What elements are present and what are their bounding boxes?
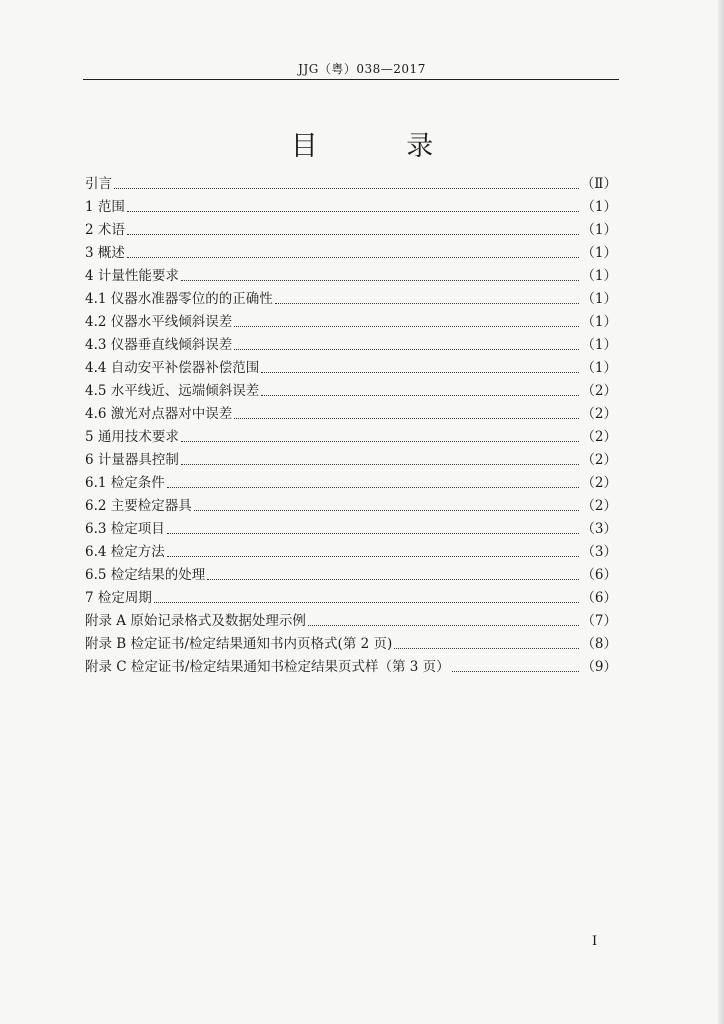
toc-entry-page: （3）	[581, 521, 617, 537]
toc-entry-title: 5 通用技术要求	[85, 429, 179, 445]
toc-entry-page: （6）	[581, 567, 617, 583]
toc-entry-page: （1）	[581, 360, 617, 376]
toc-entry[interactable]	[85, 610, 617, 633]
toc-entry-title: 4 计量性能要求	[85, 268, 179, 284]
toc-dot-leader	[308, 625, 580, 626]
toc-entry[interactable]	[85, 242, 617, 265]
toc-dot-leader	[452, 671, 580, 672]
toc-dot-leader	[234, 418, 579, 419]
paper-edge	[718, 0, 724, 1024]
toc-dot-leader	[275, 303, 580, 304]
toc-entry-title: 6.2 主要检定器具	[85, 498, 192, 514]
toc-entry-page: （7）	[581, 613, 617, 629]
toc-dot-leader	[181, 280, 580, 281]
toc-dot-leader	[181, 441, 580, 442]
toc-entry-title: 4.4 自动安平补偿器补偿范围	[85, 360, 260, 376]
toc-entry-page: （2）	[581, 452, 617, 468]
toc-dot-leader	[127, 234, 580, 235]
toc-entry-title: 4.2 仪器水平线倾斜误差	[85, 314, 233, 330]
toc-dot-leader	[234, 326, 579, 327]
toc-entry-page: （1）	[581, 314, 617, 330]
toc-dot-leader	[394, 648, 579, 649]
toc-dot-leader	[154, 602, 580, 603]
toc-entry-page: （1）	[581, 291, 617, 307]
toc-entry-title: 附录 B 检定证书/检定结果通知书内页格式(第 2 页)	[85, 636, 393, 652]
toc-entry-title: 引言	[85, 176, 112, 192]
toc-entry[interactable]	[85, 380, 617, 403]
toc-entry-title: 6.3 检定项目	[85, 521, 165, 537]
toc-entry[interactable]	[85, 334, 617, 357]
toc-entry[interactable]	[85, 495, 617, 518]
toc-entry-page: （2）	[581, 406, 617, 422]
toc-entry-title: 6.1 检定条件	[85, 475, 165, 491]
toc-dot-leader	[261, 395, 579, 396]
toc-entry-page: （2）	[581, 429, 617, 445]
toc-entry-page: （9）	[581, 659, 617, 675]
toc-dot-leader	[167, 487, 580, 488]
toc-entry-title: 6.4 检定方法	[85, 544, 165, 560]
toc-entry-page: （2）	[581, 383, 617, 399]
toc-entry-page: （6）	[581, 590, 617, 606]
toc-entry[interactable]	[85, 403, 617, 426]
toc-entry-page: （3）	[581, 544, 617, 560]
toc-entry-page: （2）	[581, 498, 617, 514]
toc-entry-title: 4.5 水平线近、远端倾斜误差	[85, 383, 260, 399]
toc-entry-page: （8）	[581, 636, 617, 652]
toc-dot-leader	[127, 211, 580, 212]
toc-entry[interactable]	[85, 265, 617, 288]
toc-entry-page: （1）	[581, 268, 617, 284]
toc-entry[interactable]	[85, 173, 617, 196]
toc-entry-title: 附录 C 检定证书/检定结果通知书检定结果页式样（第 3 页）	[85, 659, 450, 675]
document-code-header: JJG（粤）038—2017	[298, 62, 426, 76]
toc-dot-leader	[167, 533, 580, 534]
toc-entry-title: 7 检定周期	[85, 590, 152, 606]
toc-entry-page: （Ⅱ）	[580, 176, 617, 192]
toc-entry-page: （1）	[581, 199, 617, 215]
toc-entry-title: 2 术语	[85, 222, 125, 238]
toc-entry[interactable]	[85, 449, 617, 472]
toc-entry[interactable]	[85, 311, 617, 334]
toc-dot-leader	[167, 556, 580, 557]
toc-entry-page: （1）	[581, 337, 617, 353]
toc-entry[interactable]	[85, 564, 617, 587]
toc-entry[interactable]	[85, 472, 617, 495]
toc-entry-page: （1）	[581, 245, 617, 261]
toc-dot-leader	[181, 464, 580, 465]
toc-entry-title: 4.6 激光对点器对中误差	[85, 406, 233, 422]
toc-entry-page: （1）	[581, 222, 617, 238]
toc-dot-leader	[207, 579, 579, 580]
toc-entry[interactable]	[85, 656, 617, 679]
table-of-contents	[85, 173, 617, 679]
toc-dot-leader	[261, 372, 579, 373]
toc-entry[interactable]	[85, 357, 617, 380]
toc-entry-title: 3 概述	[85, 245, 125, 261]
toc-entry-page: （2）	[581, 475, 617, 491]
toc-dot-leader	[114, 188, 579, 189]
toc-entry-title: 附录 A 原始记录格式及数据处理示例	[85, 613, 306, 629]
toc-entry[interactable]	[85, 633, 617, 656]
toc-dot-leader	[127, 257, 580, 258]
toc-entry[interactable]	[85, 541, 617, 564]
toc-entry[interactable]	[85, 196, 617, 219]
toc-entry[interactable]	[85, 518, 617, 541]
toc-entry-title: 4.3 仪器垂直线倾斜误差	[85, 337, 233, 353]
toc-dot-leader	[234, 349, 579, 350]
toc-entry[interactable]	[85, 587, 617, 610]
header-rule	[83, 79, 619, 80]
toc-entry[interactable]	[85, 288, 617, 311]
toc-entry[interactable]	[85, 219, 617, 242]
toc-dot-leader	[194, 510, 580, 511]
page-number: Ⅰ	[592, 934, 598, 949]
toc-entry-title: 4.1 仪器水准器零位的的正确性	[85, 291, 273, 307]
page-title: 目 录	[290, 131, 474, 162]
toc-entry-title: 6 计量器具控制	[85, 452, 179, 468]
toc-entry-title: 1 范围	[85, 199, 125, 215]
toc-entry-title: 6.5 检定结果的处理	[85, 567, 206, 583]
toc-entry[interactable]	[85, 426, 617, 449]
